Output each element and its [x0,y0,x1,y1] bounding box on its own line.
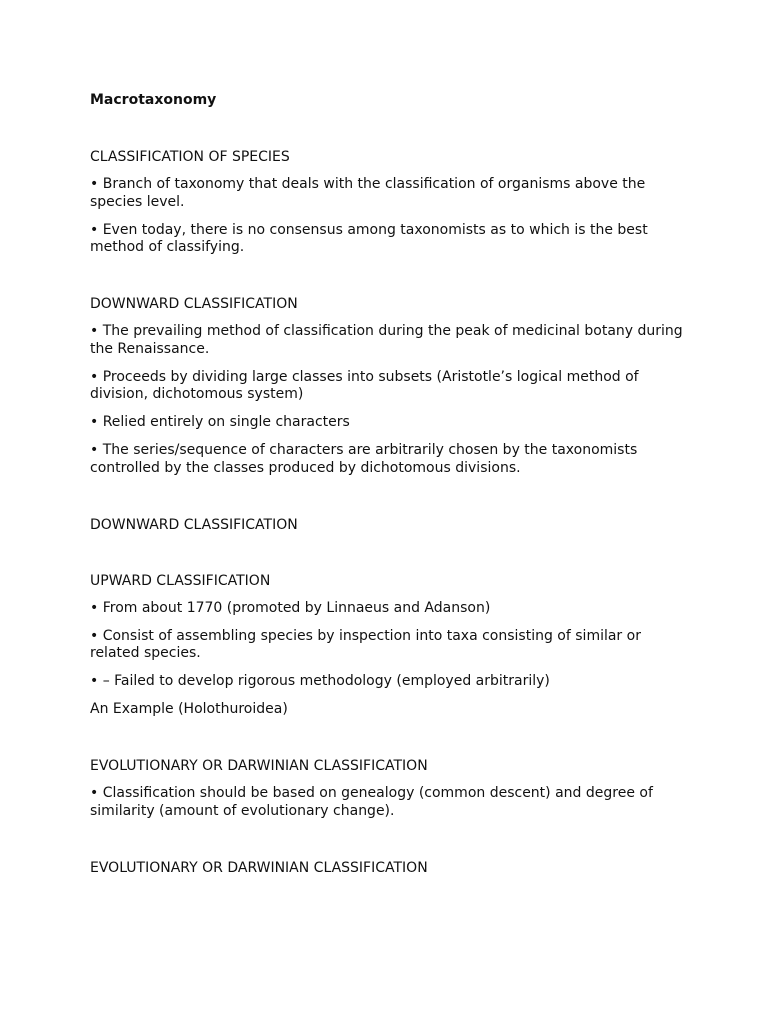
section-evolutionary-classification-repeat [90,859,690,877]
section-heading: UPWARD CLASSIFICATION [90,572,271,589]
document-title: Macrotaxonomy [90,92,217,108]
section-heading: DOWNWARD CLASSIFICATION [90,516,298,533]
bullet-paragraph: • Proceeds by dividing large classes into subsets (Aristotle’s logical method of division, dichotomous system) [90,368,639,402]
bullet-paragraph: • The prevailing method of classification during the peak of medicinal botany during the Renaissance. [90,323,683,357]
section-spacer [90,488,690,516]
bullet-paragraph: • Even today, there is no consensus among taxonomists as to which is the best method of classifying. [90,221,648,255]
bullet-paragraph: • Consist of assembling species by inspection into taxa consisting of similar or related species. [90,627,641,661]
bullet-paragraph: • Classification should be based on genealogy (common descent) and degree of similarity (amount of evolutionary change). [90,785,653,819]
section-spacer [90,544,690,572]
bullet-paragraph: • The series/sequence of characters are arbitrarily chosen by the taxonomists controlled by the classes produced by dichotomous divisions. [90,442,638,476]
section-evolutionary-classification [90,757,690,820]
section-upward-classification [90,572,690,719]
bullet-paragraph: • Relied entirely on single characters [90,414,350,430]
section-downward-classification [90,295,690,477]
bullet-paragraph: • – Failed to develop rigorous methodology (employed arbitrarily) [90,673,550,689]
document-body [90,91,690,887]
bullet-paragraph: • Branch of taxonomy that deals with the classification of organisms above the species level. [90,176,646,210]
example-paragraph: An Example (Holothuroidea) [90,701,288,717]
bullet-paragraph: • From about 1770 (promoted by Linnaeus and Adanson) [90,599,491,616]
section-heading: EVOLUTIONARY OR DARWINIAN CLASSIFICATION [90,859,428,876]
section-classification-of-species [90,148,690,257]
section-heading: DOWNWARD CLASSIFICATION [90,296,298,312]
section-spacer [90,831,690,859]
section-spacer [90,267,690,295]
section-spacer [90,729,690,757]
section-heading: CLASSIFICATION OF SPECIES [90,149,290,165]
section-heading: EVOLUTIONARY OR DARWINIAN CLASSIFICATION [90,758,428,774]
section-downward-classification-repeat [90,516,690,534]
